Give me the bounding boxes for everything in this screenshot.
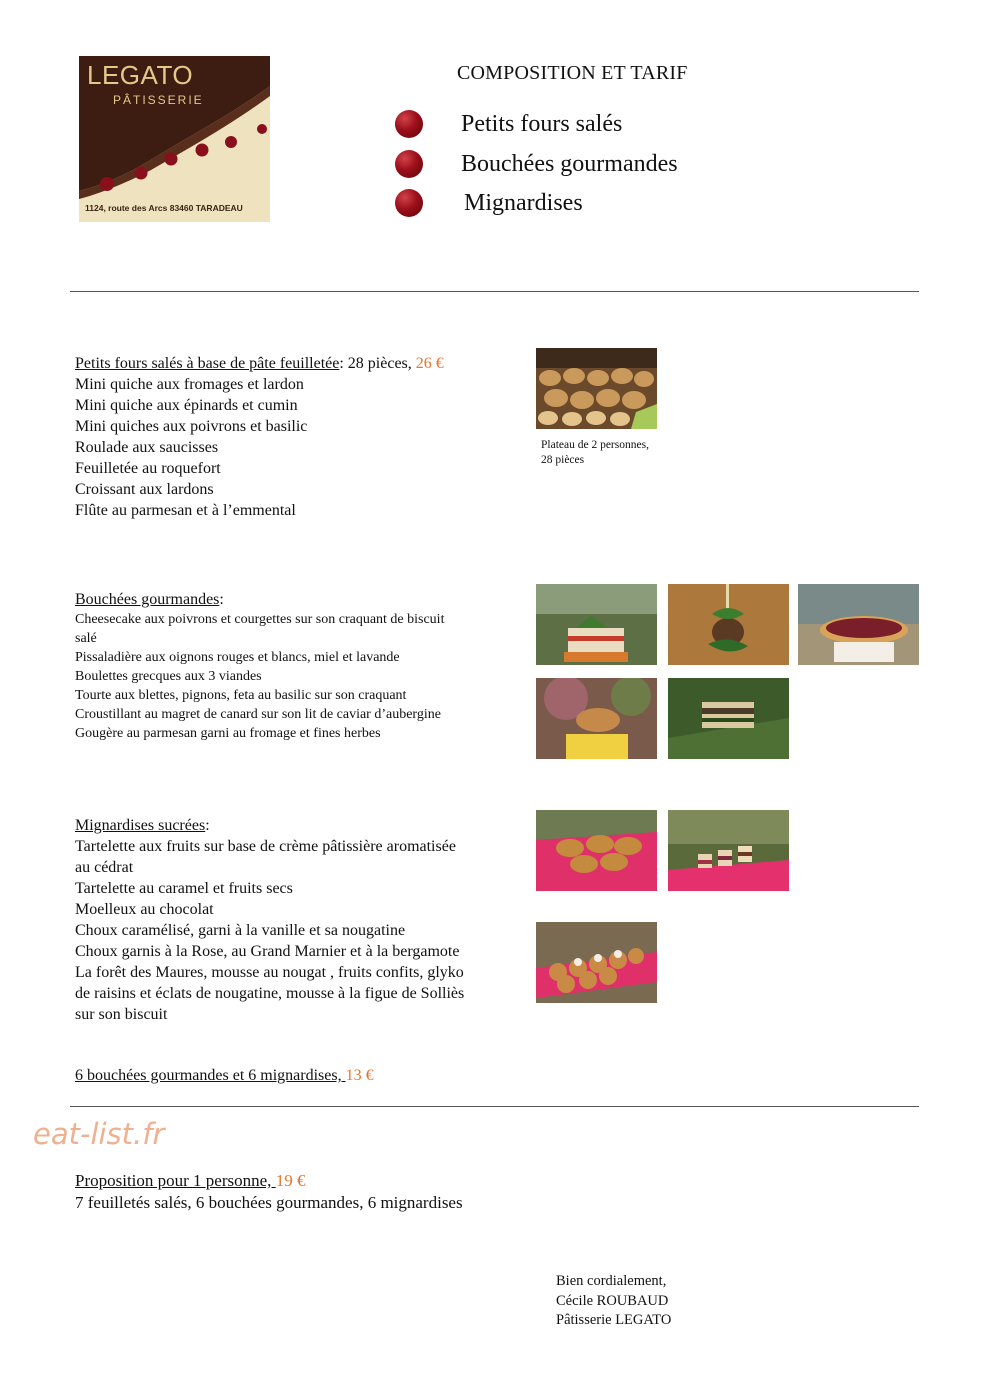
heading-colon: : [219, 591, 224, 608]
proposition-detail: 7 feuilletés salés, 6 bouchées gourmandes, 6 mignardises [75, 1193, 463, 1212]
photo-choux [536, 922, 657, 1003]
proposition-heading [75, 1170, 305, 1191]
list-item: Croissant aux lardons [75, 481, 214, 498]
list-item: Tourte aux blettes, pignons, feta au basilic sur son craquant [75, 688, 407, 703]
heading-colon: : [205, 817, 210, 834]
proposition-label: Proposition pour 1 personne, [75, 1171, 276, 1190]
header-item-label: Petits fours salés [461, 110, 623, 137]
petits-fours-detail: : 28 pièces, [339, 355, 416, 372]
photo-petits-fours-platter [536, 348, 657, 429]
watermark: eat-list.fr [33, 1117, 165, 1151]
combo-offer [75, 1065, 374, 1086]
photo-cheesecake [536, 584, 657, 665]
combo-offer-price: 13 € [345, 1067, 374, 1084]
caption-line: 28 pièces [541, 454, 585, 466]
header-item-mignardises [395, 188, 583, 218]
list-item: Cheesecake aux poivrons et courgettes sur son craquant de biscuit [75, 612, 445, 627]
bouchees-title: Bouchées gourmandes [75, 591, 220, 608]
photo-tourte [536, 678, 657, 759]
list-item: Choux caramélisé, garni à la vanille et sa nougatine [75, 922, 406, 939]
bullet-dot-icon [395, 110, 423, 138]
list-item: Flûte au parmesan et à l’emmental [75, 502, 296, 519]
legato-logo [79, 56, 270, 222]
photo-caption [541, 438, 649, 468]
list-item: au cédrat [75, 859, 134, 876]
bouchees-heading [75, 589, 224, 610]
page-title: COMPOSITION ET TARIF [457, 62, 688, 84]
list-item: Boulettes grecques aux 3 viandes [75, 669, 262, 684]
header-item-label: Mignardises [464, 189, 583, 216]
caption-line: Plateau de 2 personnes, [541, 439, 649, 451]
photo-tartelettes [536, 810, 657, 891]
mignardises-heading [75, 815, 210, 836]
petits-fours-price: 26 € [415, 355, 444, 372]
list-item: Roulade aux saucisses [75, 439, 219, 456]
petits-fours-heading [75, 353, 444, 374]
list-item: salé [75, 631, 97, 646]
list-item: Mini quiches aux poivrons et basilic [75, 418, 308, 435]
list-item: sur son biscuit [75, 1006, 168, 1023]
list-item: Mini quiche aux fromages et lardon [75, 376, 304, 393]
signature-line: Bien cordialement, [556, 1273, 667, 1289]
list-item: de raisins et éclats de nougatine, mousse à la figue de Solliès [75, 985, 465, 1002]
combo-offer-label: 6 bouchées gourmandes et 6 mignardises, [75, 1067, 346, 1084]
list-item: Croustillant au magret de canard sur son lit de caviar d’aubergine [75, 707, 441, 722]
signature [556, 1272, 671, 1331]
list-item: Choux garnis à la Rose, au Grand Marnier et à la bergamote [75, 943, 460, 960]
bullet-dot-icon [395, 150, 423, 178]
list-item: Mini quiche aux épinards et cumin [75, 397, 298, 414]
petits-fours-title: Petits fours salés à base de pâte feuilletée [75, 355, 340, 372]
logo-brand: LEGATO [87, 60, 194, 90]
divider [70, 291, 919, 292]
photo-moelleux [668, 810, 789, 891]
list-item: Pissaladière aux oignons rouges et blancs, miel et lavande [75, 650, 400, 665]
list-item: La forêt des Maures, mousse au nougat , fruits confits, glyko [75, 964, 464, 981]
signature-line: Pâtisserie LEGATO [556, 1312, 672, 1328]
header-item-bouchees [395, 149, 678, 179]
divider [70, 1106, 919, 1107]
photo-pissaladiere [798, 584, 919, 665]
header-item-petits-fours [395, 109, 622, 139]
mignardises-title: Mignardises sucrées [75, 817, 206, 834]
logo-address: 1124, route des Arcs 83460 TARADEAU [85, 203, 243, 213]
bullet-dot-icon [395, 189, 423, 217]
list-item: Tartelette au caramel et fruits secs [75, 880, 293, 897]
signature-line: Cécile ROUBAUD [556, 1292, 669, 1309]
list-item: Feuilletée au roquefort [75, 460, 221, 477]
list-item: Tartelette aux fruits sur base de crème pâtissière aromatisée [75, 838, 456, 855]
photo-croustillant [668, 678, 789, 759]
header-item-label: Bouchées gourmandes [461, 150, 678, 177]
logo-brand-sub: PÂTISSERIE [113, 93, 204, 107]
list-item: Moelleux au chocolat [75, 901, 214, 918]
photo-boulette [668, 584, 789, 665]
proposition-price: 19 € [275, 1171, 306, 1190]
list-item: Gougère au parmesan garni au fromage et fines herbes [75, 726, 381, 741]
